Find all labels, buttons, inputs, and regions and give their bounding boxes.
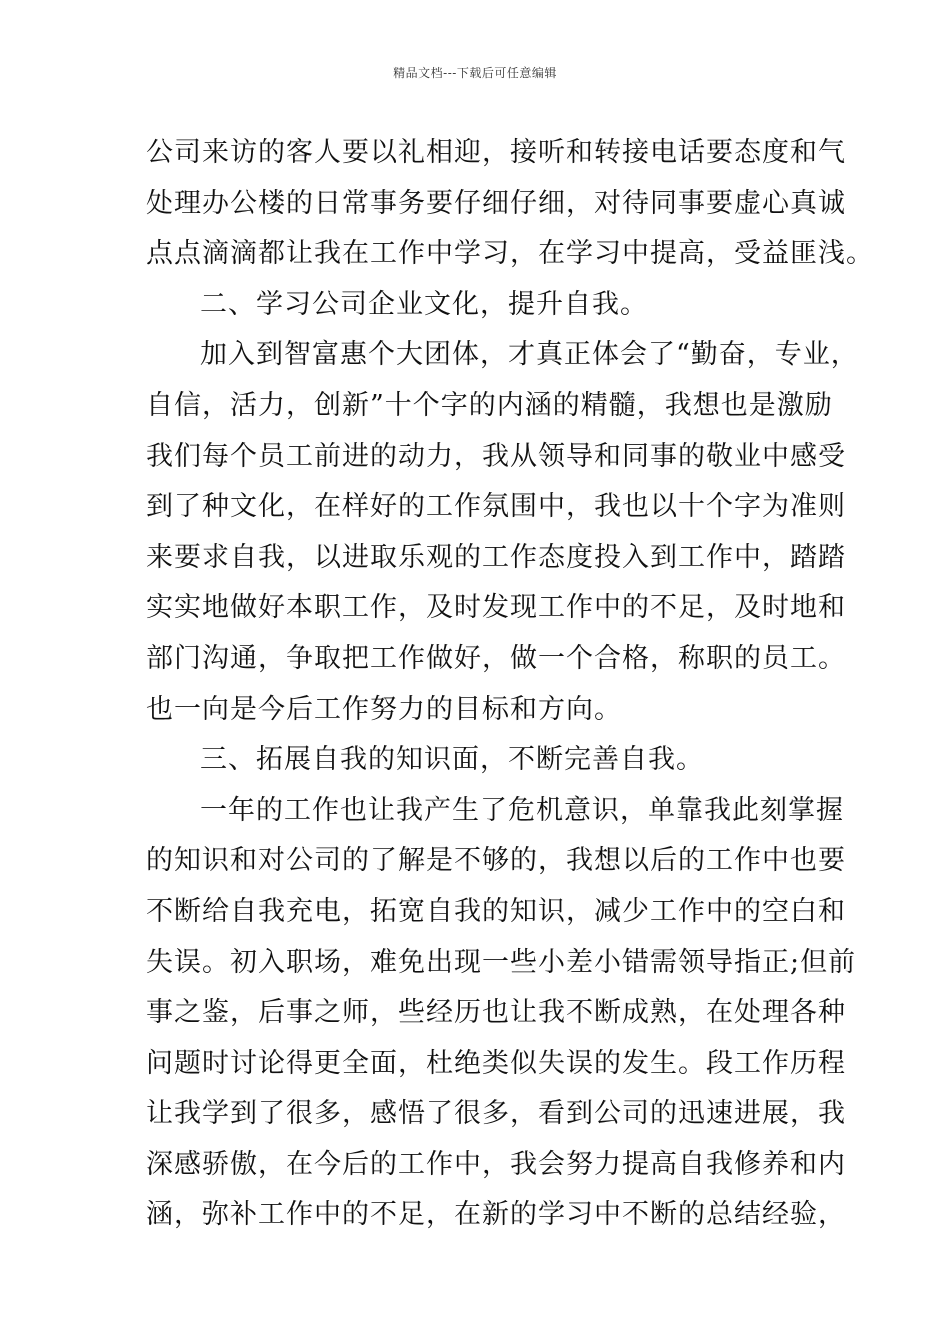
text-line: 到了种文化，在样好的工作氛围中，我也以十个字为准则 <box>146 491 846 523</box>
text-line: 公司来访的客人要以礼相迎，接听和转接电话要态度和气 <box>146 137 846 168</box>
text-line: 自信，活力，创新”十个字的内涵的精髓，我想也是激励 <box>146 389 833 421</box>
text-line: 处理办公楼的日常事务要仔细仔细，对待同事要虚心真诚 <box>146 187 846 219</box>
text-line: 部门沟通，争取把工作做好，做一个合格，称职的员工。 <box>146 642 846 674</box>
page-header: 精品文档---下载后可任意编辑 <box>393 66 557 80</box>
text-line: 失误。初入职场，难免出现一些小差小错需领导指正;但前 <box>146 946 857 978</box>
text-line: 让我学到了很多，感悟了很多，看到公司的迅速进展，我 <box>146 1098 846 1130</box>
text-line: 问题时讨论得更全面，杜绝类似失误的发生。段工作历程 <box>146 1047 846 1079</box>
text-line: 实实地做好本职工作，及时发现工作中的不足，及时地和 <box>146 592 846 624</box>
text-line: 深感骄傲，在今后的工作中，我会努力提高自我修养和内 <box>146 1148 846 1180</box>
document-body <box>146 128 874 1241</box>
section-heading-2: 二、学习公司企业文化，提升自我。 <box>200 288 648 320</box>
text-line: 点点滴滴都让我在工作中学习，在学习中提高，受益匪浅。 <box>146 238 874 270</box>
text-line: 事之鉴，后事之师，些经历也让我不断成熟，在处理各种 <box>146 997 846 1029</box>
text-line: 涵，弥补工作中的不足，在新的学习中不断的总结经验， <box>146 1199 846 1231</box>
text-line: 来要求自我，以进取乐观的工作态度投入到工作中，踏踏 <box>146 541 846 573</box>
paragraph-first-line: 一年的工作也让我产生了危机意识，单靠我此刻掌握 <box>200 794 844 826</box>
section-heading-3: 三、拓展自我的知识面，不断完善自我。 <box>200 744 704 776</box>
text-line: 我们每个员工前进的动力，我从领导和同事的敬业中感受 <box>146 440 846 472</box>
text-line: 也一向是今后工作努力的目标和方向。 <box>146 693 622 725</box>
text-line: 不断给自我充电，拓宽自我的知识，减少工作中的空白和 <box>146 895 846 927</box>
text-line: 的知识和对公司的了解是不够的，我想以后的工作中也要 <box>146 845 846 877</box>
paragraph-first-line: 加入到智富惠个大团体，才真正体会了“勤奋，专业， <box>200 339 859 371</box>
